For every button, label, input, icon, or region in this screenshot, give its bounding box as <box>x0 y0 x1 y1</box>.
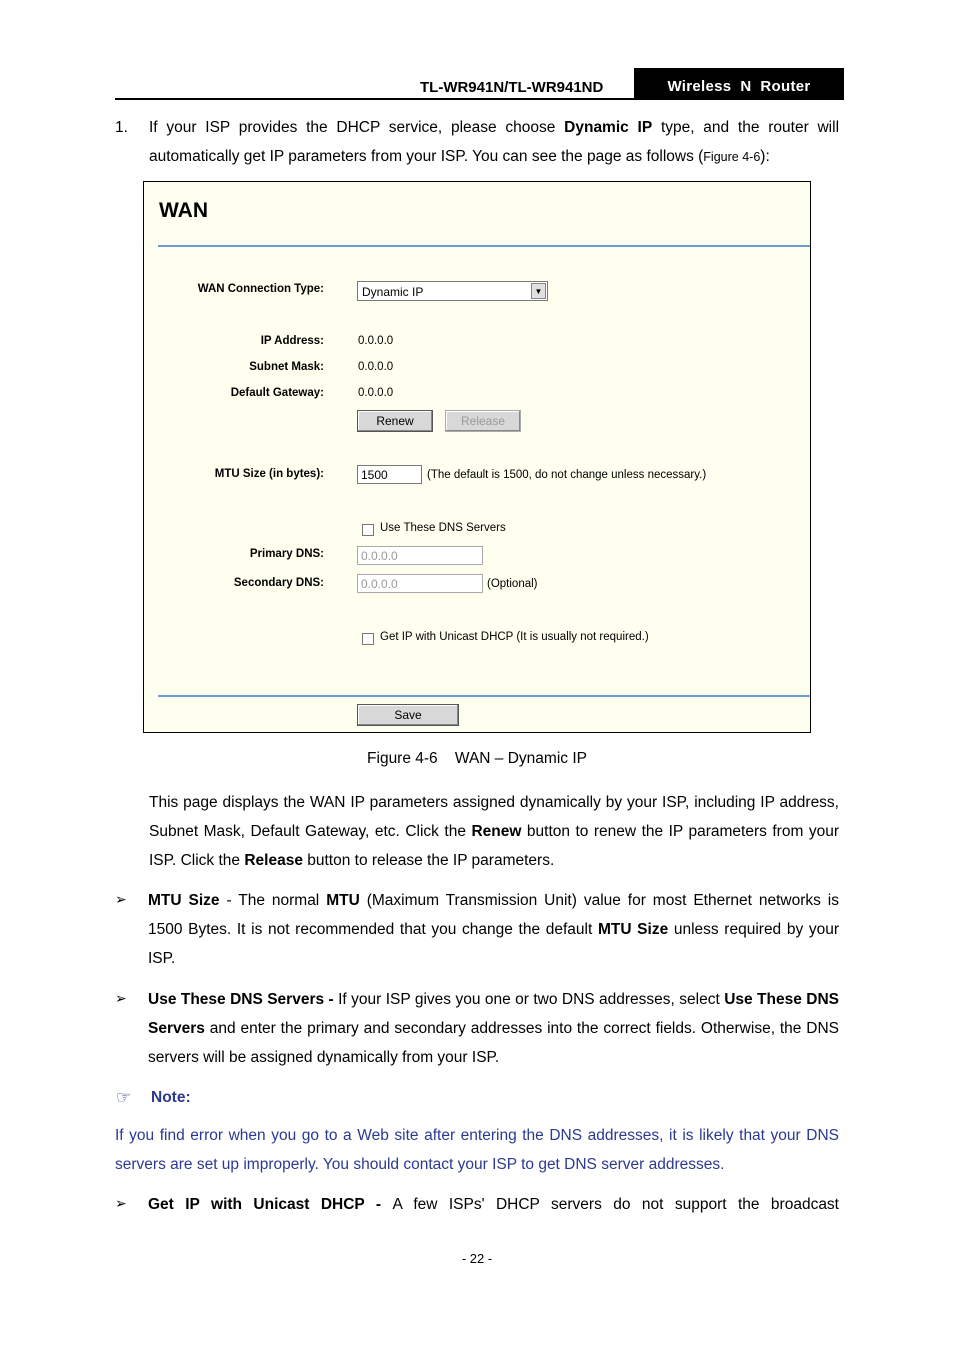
unicast-checkbox[interactable] <box>362 633 374 645</box>
top-divider <box>158 245 810 247</box>
connection-type-select[interactable] <box>357 281 548 301</box>
save-button[interactable]: Save <box>357 704 459 726</box>
ip-address-value: 0.0.0.0 <box>358 335 394 347</box>
bullet-marker: ➢ <box>115 990 127 1006</box>
primary-dns-input[interactable]: 0.0.0.0 <box>357 546 483 565</box>
release-button[interactable]: Release <box>445 410 521 432</box>
page-number: - 22 - <box>461 1251 493 1266</box>
figure-caption: Figure 4-6 WAN – Dynamic IP <box>367 750 587 767</box>
default-gateway-value: 0.0.0.0 <box>358 387 394 399</box>
secondary-dns-label: Secondary DNS: <box>233 577 324 589</box>
mtu-input[interactable]: 1500 <box>357 465 422 484</box>
dns-bullet: Use These DNS Servers - If your ISP gives you one or two DNS addresses, select Use These DNS Servers and enter the primary and secondary addresses into the correct fields. Otherwise, the DNS servers will be assigned dynamically from your ISP. <box>148 991 839 1066</box>
optional-hint: (Optional) <box>487 578 538 590</box>
header-model: TL-WR941N/TL-WR941ND <box>420 79 604 96</box>
default-gateway-label: Default Gateway: <box>230 387 324 399</box>
dns-checkbox-label: Use These DNS Servers <box>380 522 506 534</box>
connection-type-value: Dynamic IP <box>362 285 424 299</box>
unicast-bullet: Get IP with Unicast DHCP - A few ISPs' DHCP servers do not support the broadcast <box>148 1196 839 1213</box>
mtu-label: MTU Size (in bytes): <box>214 468 324 480</box>
secondary-dns-input[interactable]: 0.0.0.0 <box>357 574 483 593</box>
bullet-marker: ➢ <box>115 891 127 907</box>
pointing-hand-icon: ☞ <box>116 1088 132 1107</box>
wan-title: WAN <box>159 199 208 222</box>
subnet-mask-label: Subnet Mask: <box>249 361 324 373</box>
header-product: Wireless N Router <box>634 68 844 99</box>
bullet-marker: ➢ <box>115 1195 127 1211</box>
list-number: 1. <box>115 119 128 136</box>
ip-address-label: IP Address: <box>260 335 324 347</box>
subnet-mask-value: 0.0.0.0 <box>358 361 394 373</box>
mtu-bullet: MTU Size - The normal MTU (Maximum Transmission Unit) value for most Ethernet networks is 1500 Bytes. It is not recommended that you change the default MTU Size unless required by your ISP. <box>148 892 840 967</box>
chevron-down-icon: ▼ <box>531 283 546 299</box>
header-rule <box>115 98 844 100</box>
description-paragraph: This page displays the WAN IP parameters assigned dynamically by your ISP, including IP address, Subnet Mask, Default Gateway, etc. Click the Renew button to renew the IP parameters from your ISP. Click the Release button to release the IP parameters. <box>149 794 840 869</box>
mtu-hint: (The default is 1500, do not change unless necessary.) <box>427 469 707 481</box>
primary-dns-label: Primary DNS: <box>249 548 324 560</box>
renew-button[interactable]: Renew <box>357 410 433 432</box>
wan-screenshot <box>143 181 811 733</box>
note-text: If you find error when you go to a Web site after entering the DNS addresses, it is likely that your DNS servers are set up improperly. You should contact your ISP to get DNS server addresses. <box>115 1127 839 1173</box>
intro-paragraph: If your ISP provides the DHCP service, please choose Dynamic IP type, and the router will automatically get IP parameters from your ISP. You can see the page as follows (Figure 4-6): <box>149 119 840 165</box>
unicast-checkbox-label: Get IP with Unicast DHCP (It is usually not required.) <box>380 631 649 643</box>
note-label: Note: <box>151 1089 191 1106</box>
connection-type-label: WAN Connection Type: <box>197 283 324 295</box>
dns-checkbox[interactable] <box>362 524 374 536</box>
bottom-divider <box>158 695 810 697</box>
